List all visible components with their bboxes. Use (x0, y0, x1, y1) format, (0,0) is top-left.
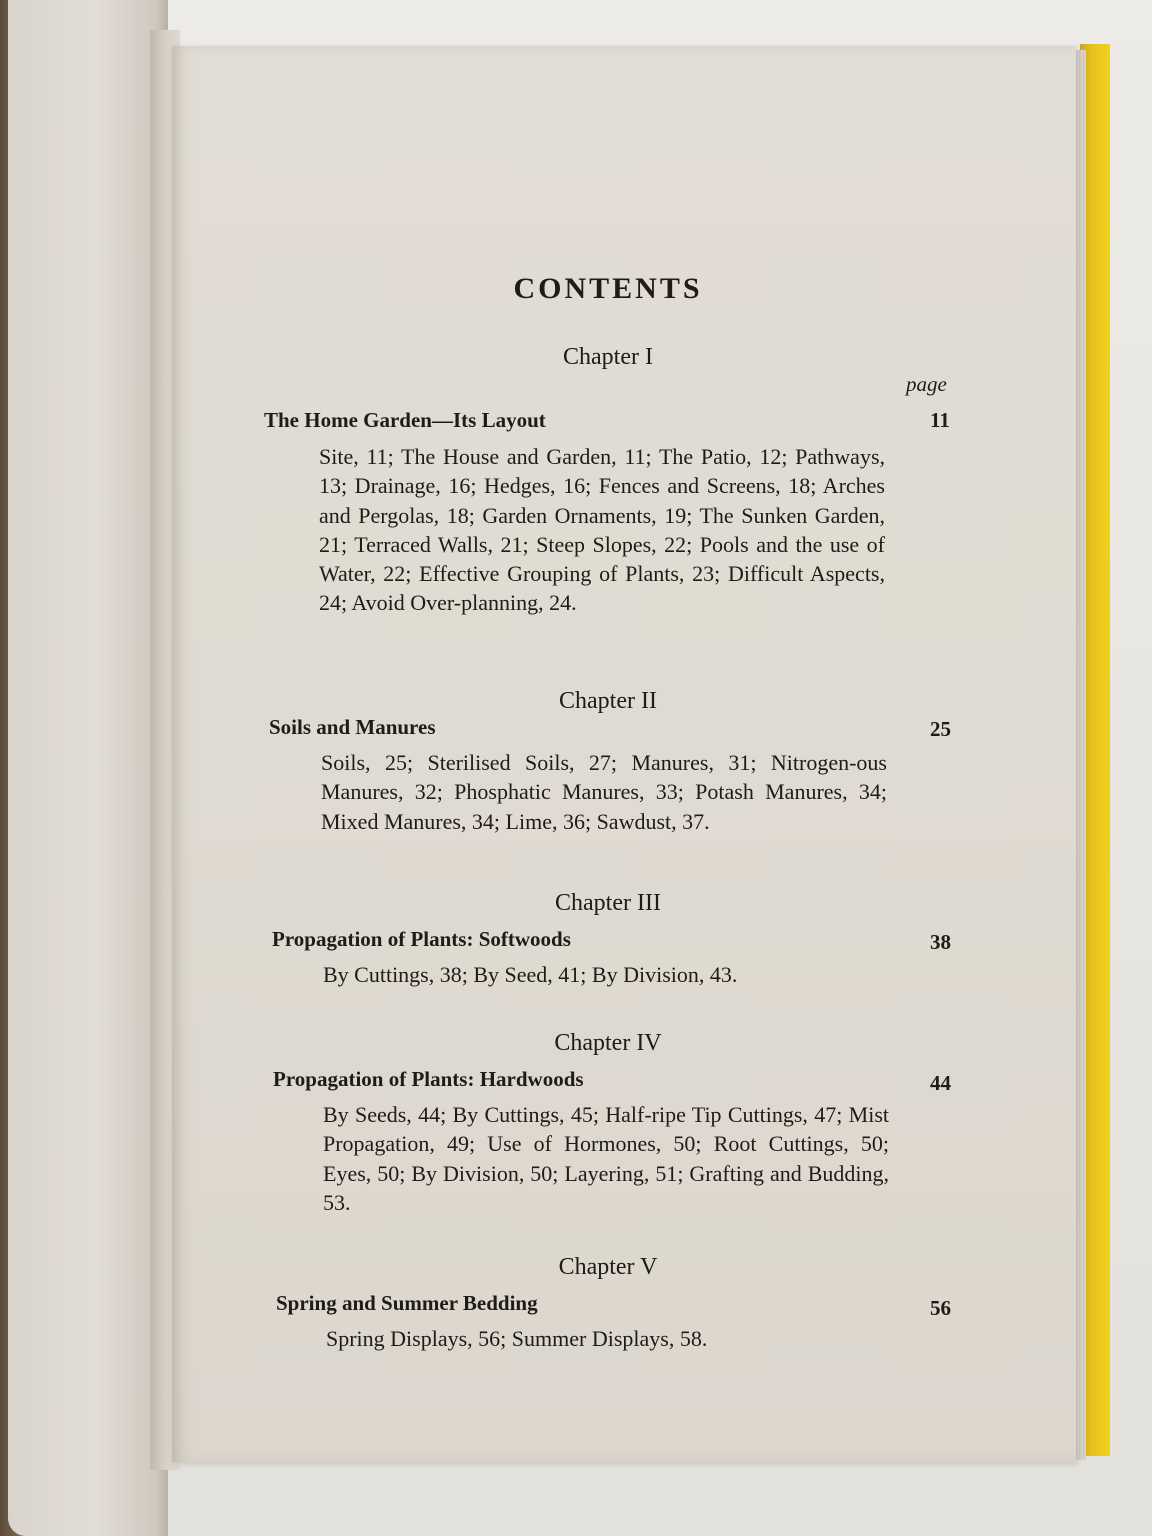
chapter-2-page: 25 (930, 717, 951, 741)
contents-page (172, 46, 1076, 1462)
chapter-1-heading: Chapter I (563, 344, 653, 370)
chapter-4-heading: Chapter IV (554, 1030, 662, 1056)
chapter-5-title: Spring and Summer Bedding (276, 1291, 538, 1315)
chapter-4-description: By Seeds, 44; By Cuttings, 45; Half-ripe Tip Cuttings, 47; Mist Propagation, 49; Use of Hormones, 50; Root Cuttings, 50; Eyes, 50; By Division, 50; Layering, 51; Grafting and Budding, 53. (323, 1102, 889, 1215)
chapter-3-description: By Cuttings, 38; By Seed, 41; By Division, 43. (323, 962, 738, 987)
chapter-3-heading: Chapter III (555, 890, 661, 916)
chapter-5-description: Spring Displays, 56; Summer Displays, 58. (326, 1326, 708, 1351)
chapter-3-title: Propagation of Plants: Softwoods (272, 927, 571, 951)
chapter-5-heading: Chapter V (558, 1254, 658, 1280)
chapter-2-description: Soils, 25; Sterilised Soils, 27; Manures, 31; Nitrogen-ous Manures, 32; Phosphatic Manures, 33; Potash Manures, 34; Mixed Manures, 34; Lime, 36; Sawdust, 37. (321, 750, 887, 834)
chapter-2-heading: Chapter II (559, 688, 657, 714)
chapter-5-page: 56 (930, 1296, 951, 1320)
page-column-label: page (906, 372, 947, 396)
chapter-4-page: 44 (930, 1071, 951, 1095)
chapter-2-title: Soils and Manures (269, 715, 436, 739)
contents-title: CONTENTS (513, 272, 703, 305)
chapter-1-page: 11 (930, 408, 950, 432)
chapter-1-title: The Home Garden—Its Layout (264, 408, 546, 432)
chapter-1-description: Site, 11; The House and Garden, 11; The Patio, 12; Pathways, 13; Drainage, 16; Hedges, 16; Fences and Screens, 18; Arches and Pergolas, 18; Garden Ornaments, 19; The Sunken Garden, 21; Terraced Walls, 21; Steep Slopes, 22; Pools and the use of Water, 22; Effective Grouping of Plants, 23; Difficult Aspects, 24; Avoid Over-planning, 24. (319, 444, 885, 616)
left-page (8, 0, 168, 1536)
chapter-3-page: 38 (930, 930, 951, 954)
chapter-4-title: Propagation of Plants: Hardwoods (273, 1067, 584, 1091)
